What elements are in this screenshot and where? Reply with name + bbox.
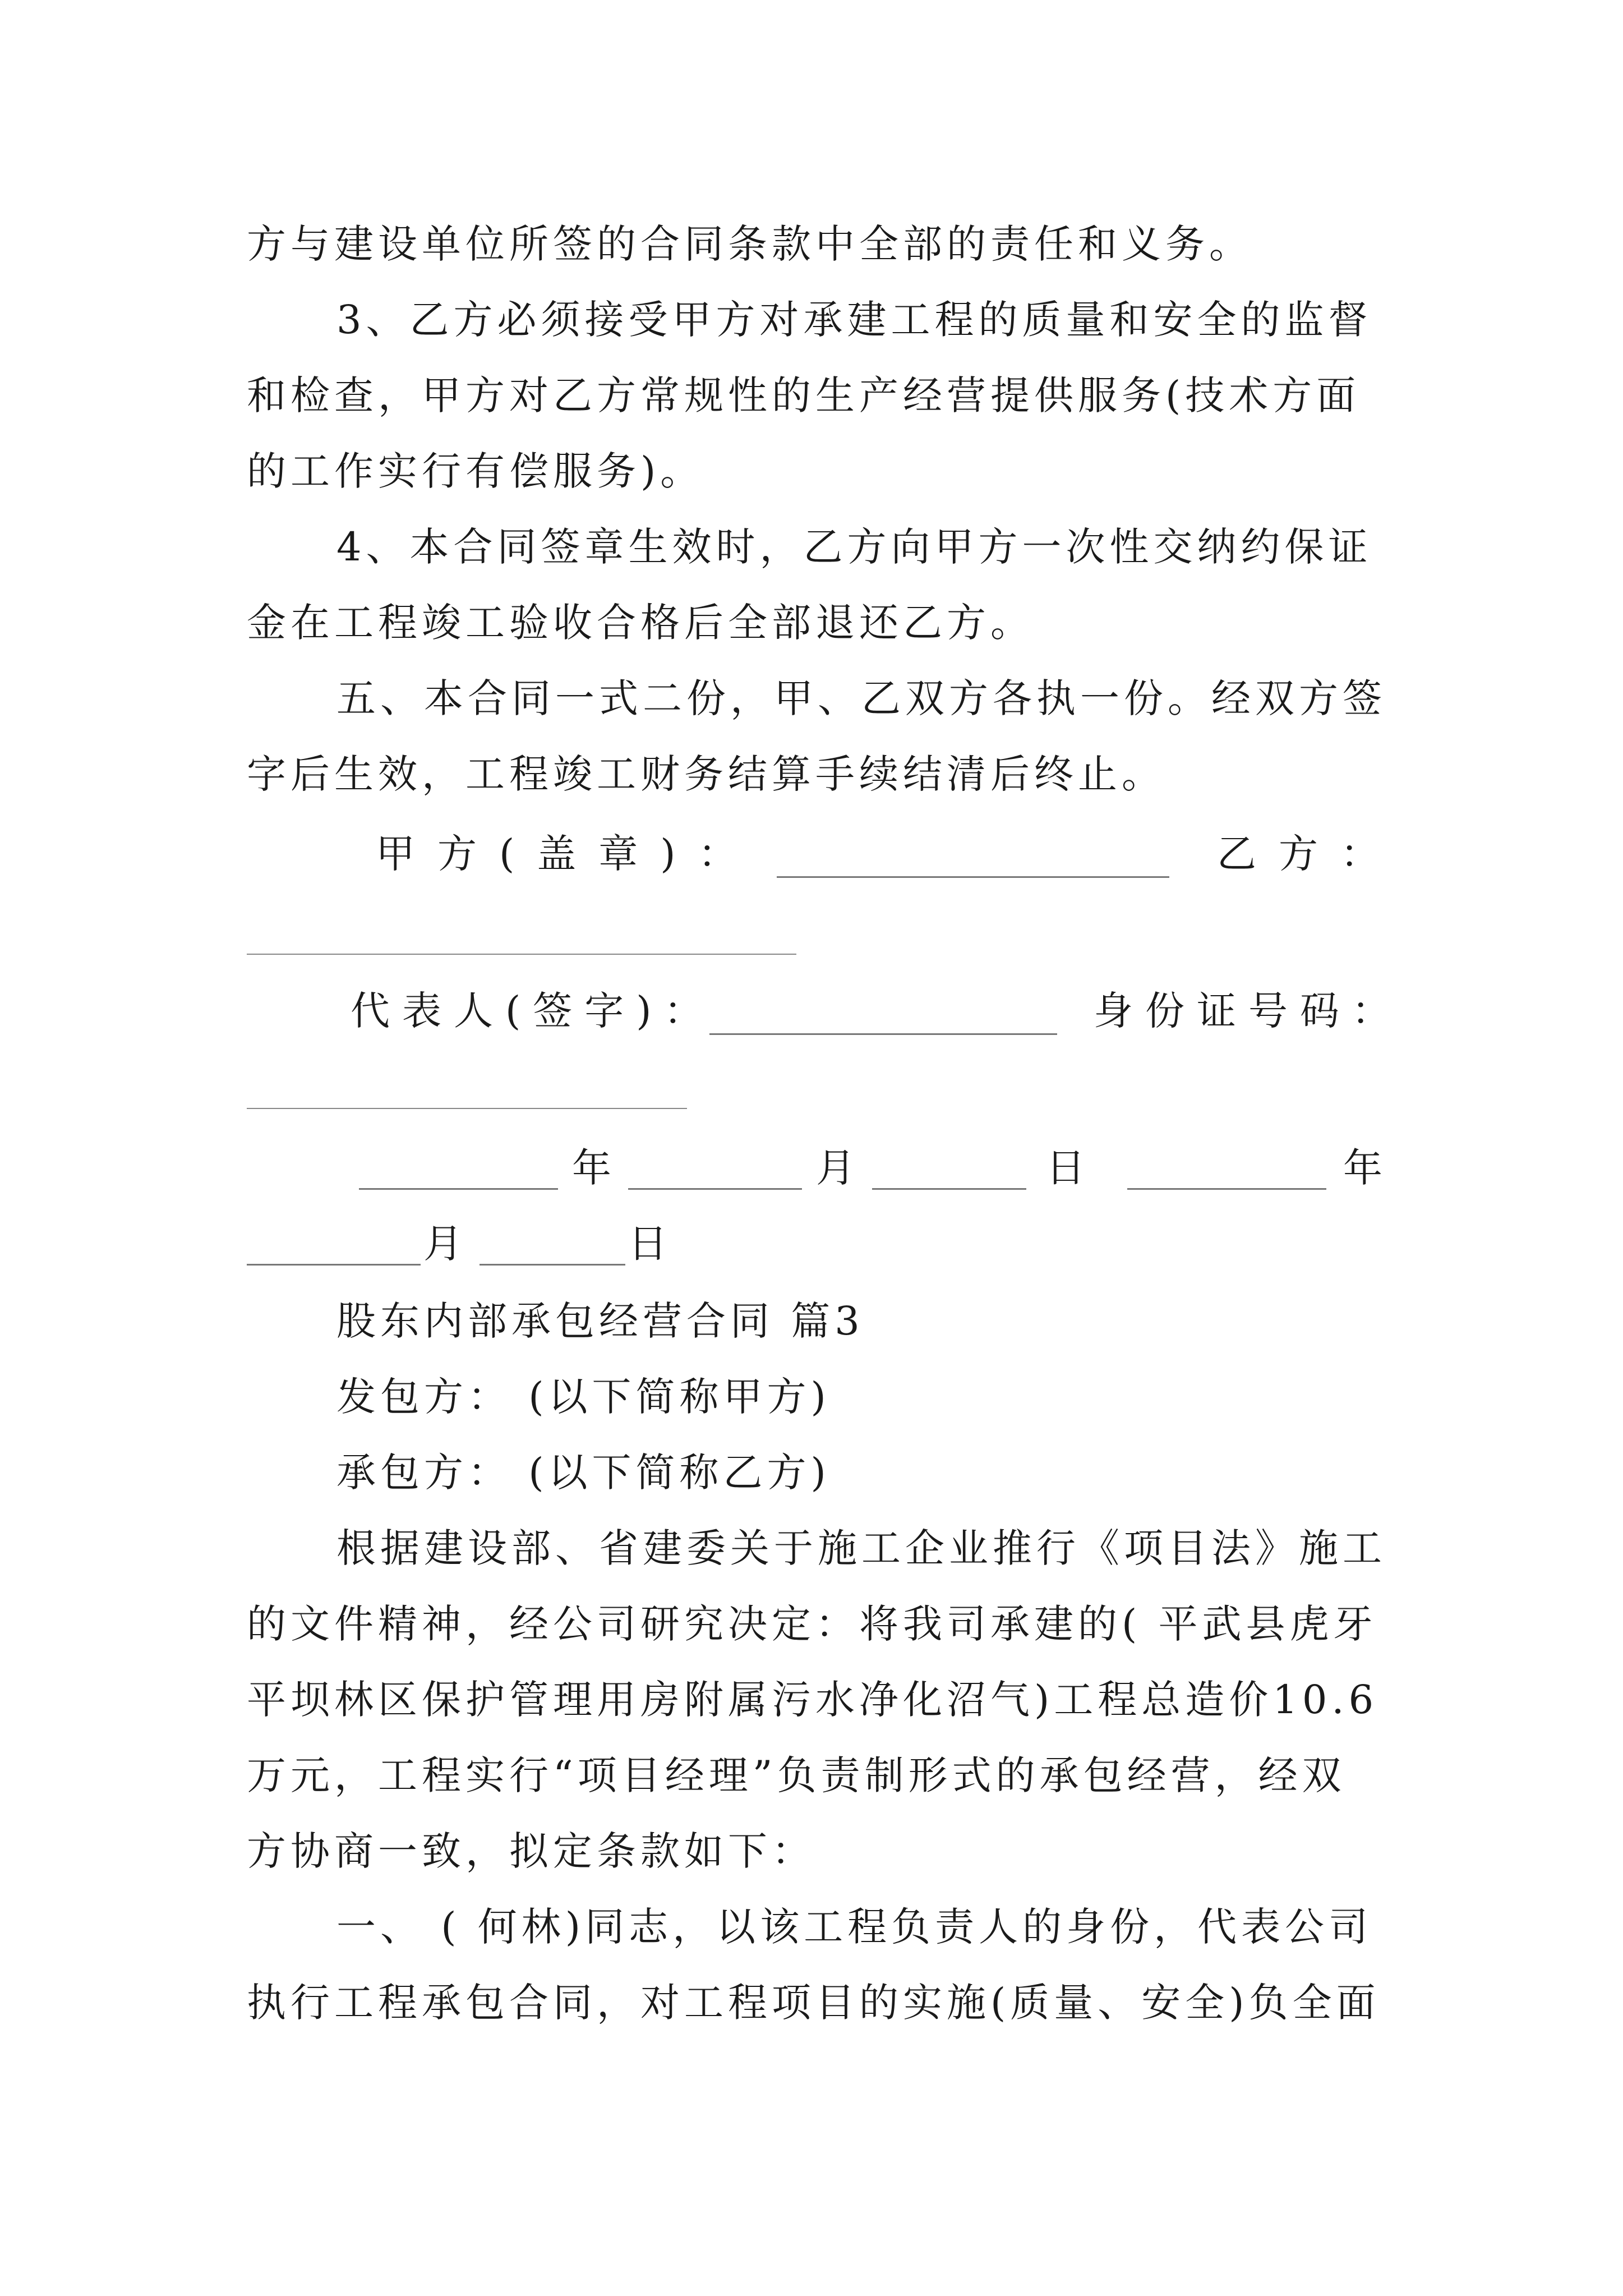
party-b-day-blank: [479, 1264, 625, 1266]
contractor-line: 承包方： (以下简称乙方): [336, 1450, 831, 1496]
clause-1-line: 一、 ( 何林)同志，以该工程负责人的身份，代表公司: [336, 1904, 1373, 1950]
section-title: 股东内部承包经营合同 篇3: [336, 1298, 864, 1344]
body-line: 万元，工程实行“项目经理”负责制形式的承包经营，经双: [247, 1752, 1346, 1798]
party-a-year-label: 年: [572, 1145, 611, 1191]
clause-5-line: 字后生效，工程竣工财务结算手续结清后终止。: [247, 751, 1165, 797]
party-b-year-label: 年: [1343, 1145, 1382, 1191]
clause-1-line: 执行工程承包合同，对工程项目的实施(质量、安全)负全面: [247, 1980, 1380, 2026]
party-a-year-blank: [359, 1188, 558, 1190]
clause-4-line: 4、本合同签章生效时，乙方向甲方一次性交纳约保证: [336, 524, 1372, 570]
party-a-month-label: 月: [816, 1145, 855, 1191]
clause-3-line: 和检查，甲方对乙方常规性的生产经营提供服务(技术方面: [247, 372, 1361, 418]
paragraph-line: 方与建设单位所签的合同条款中全部的责任和义务。: [247, 221, 1253, 267]
body-line: 的文件精神，经公司研究决定：将我司承建的( 平武县虎牙: [247, 1601, 1377, 1647]
party-b-label: 乙方：: [1217, 831, 1402, 877]
party-b-blank: [247, 954, 796, 955]
employer-line: 发包方： (以下简称甲方): [336, 1374, 831, 1420]
clause-3-line: 3、乙方必须接受甲方对承建工程的质量和安全的监督: [336, 297, 1372, 343]
representative-label: 代表人(签字)：: [351, 988, 716, 1034]
party-b-month-blank: [247, 1264, 421, 1266]
representative-blank: [709, 1033, 1057, 1035]
party-a-month-blank: [628, 1188, 802, 1190]
body-line: 平坝林区保护管理用房附属污水净化沼气)工程总造价10.6: [247, 1677, 1378, 1723]
party-a-day-blank: [872, 1188, 1026, 1190]
party-b-year-blank: [1127, 1188, 1326, 1190]
body-line: 根据建设部、省建委关于施工企业推行《项目法》施工: [336, 1525, 1386, 1571]
party-a-seal-label: 甲方(盖章)：: [376, 831, 760, 877]
id-number-label: 身份证号码：: [1094, 988, 1403, 1034]
id-number-blank: [247, 1108, 687, 1109]
party-a-day-label: 日: [1046, 1145, 1085, 1191]
clause-4-line: 金在工程竣工验收合格后全部退还乙方。: [247, 600, 1034, 646]
clause-5-line: 五、本合同一式二份，甲、乙双方各执一份。经双方签: [336, 675, 1386, 721]
party-b-month-label: 月: [423, 1221, 463, 1267]
body-line: 方协商一致，拟定条款如下：: [247, 1828, 815, 1874]
party-b-day-label: 日: [628, 1221, 667, 1267]
clause-3-line: 的工作实行有偿服务)。: [247, 448, 704, 494]
party-a-seal-blank: [777, 876, 1169, 878]
